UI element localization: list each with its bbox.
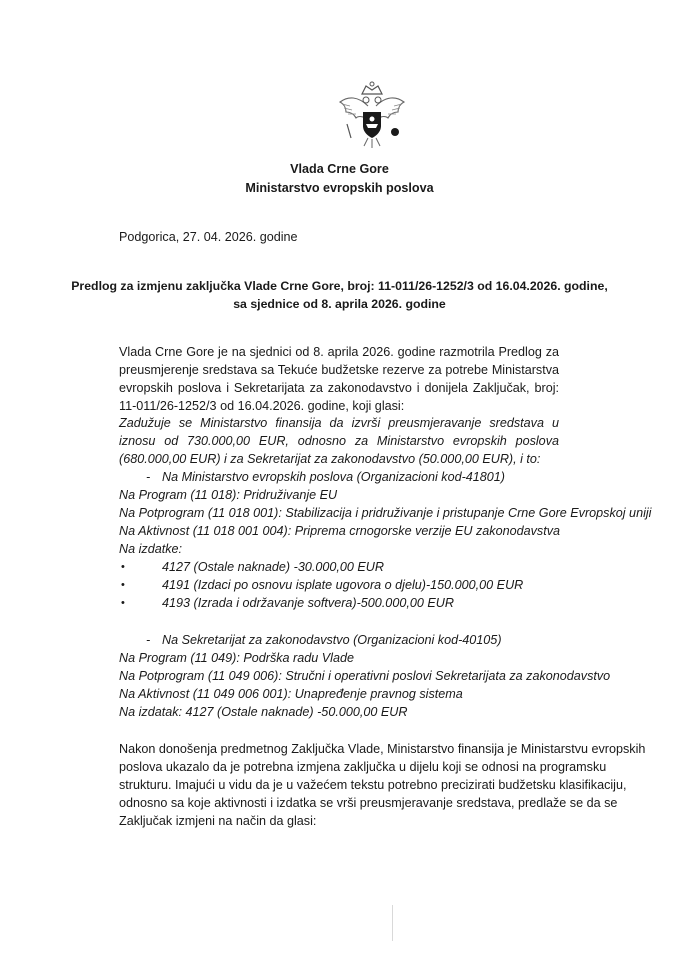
bullet-marker: • <box>121 597 125 609</box>
program-line: Na Program (11 049): Podrška radu Vlade <box>119 651 354 665</box>
activity-line: Na Aktivnost (11 018 001 004): Priprema crnogorske verzije EU zakonodavstva <box>119 524 560 538</box>
program-line: Na Program (11 018): Pridruživanje EU <box>119 488 338 502</box>
expense-item: 4127 (Ostale naknade) -30.000,00 EUR <box>162 560 384 574</box>
subprogram-line: Na Potprogram (11 018 001): Stabilizacija i pridruživanje i pristupanje Crne Gore Evropskoj uniji <box>119 506 652 520</box>
closing-line: strukturu. Imajući u vidu da je u važećem tekstu potrebno precizirati budžetsku klasifikaciju, <box>119 778 627 792</box>
ministry-name: Ministarstvo evropskih poslova <box>245 181 434 195</box>
government-name: Vlada Crne Gore <box>290 162 389 176</box>
closing-line: Nakon donošenja predmetnog Zaključka Vlade, Ministarstvo finansija je Ministarstvu evropskih <box>119 742 646 756</box>
expenses-label: Na izdatke: <box>119 542 182 556</box>
closing-line: odnosno sa koje aktivnosti i izdatka se vrši preusmjeravanje sredstava, predlaže se da se <box>119 796 618 810</box>
subprogram-line: Na Potprogram (11 049 006): Stručni i operativni poslovi Sekretarijata za zakonodavstvo <box>119 669 611 683</box>
bullet-marker: • <box>121 561 125 573</box>
expense-item: 4193 (Izrada i održavanje softvera)-500.000,00 EUR <box>162 596 454 610</box>
closing-line: poslova ukazalo da je potrebna izmjena zaključka u dijelu koji se odnosi na programsku <box>119 760 607 774</box>
conclusion-paragraph: Zadužuje se Ministarstvo finansija da izvrši preusmjeravanje sredstava u iznosu od 730.000,00 EUR, odnosno za Ministarstvo evropskih poslova (680.000,00 EUR) i za Sekretarijat za zakonodavstvo (50.000,00 EUR), i to: <box>119 416 559 466</box>
expense-line: Na izdatak: 4127 (Ostale naknade) -50.000,00 EUR <box>119 705 408 719</box>
date-line: Podgorica, 27. 04. 2026. godine <box>119 230 298 244</box>
dash-marker: - <box>146 470 151 484</box>
document-title-line-1: Predlog za izmjenu zaključka Vlade Crne Gore, broj: 11-011/26-1252/3 od 16.04.2026. godine, <box>71 279 608 293</box>
scan-fold-mark <box>392 905 393 941</box>
bullet-marker: • <box>121 579 125 591</box>
org-ministry: Na Ministarstvo evropskih poslova (Organizacioni kod-41801) <box>162 470 505 484</box>
expense-item: 4191 (Izdaci po osnovu isplate ugovora o djelu)-150.000,00 EUR <box>162 578 524 592</box>
activity-line: Na Aktivnost (11 049 006 001): Unapređenje pravnog sistema <box>119 687 463 701</box>
coat-of-arms-icon <box>332 78 412 154</box>
org-secretariat: Na Sekretarijat za zakonodavstvo (Organizacioni kod-40105) <box>162 633 502 647</box>
dash-marker: - <box>146 633 151 647</box>
document-title-line-2: sa sjednice od 8. aprila 2026. godine <box>233 297 446 311</box>
closing-line: Zaključak izmjeni na način da glasi: <box>119 814 317 828</box>
intro-paragraph: Vlada Crne Gore je na sjednici od 8. aprila 2026. godine razmotrila Predlog za preusmjerenje sredstava sa Tekuće budžetske rezerve za potrebe Ministarstva evropskih poslova i Sekretarijata za zakonodavstvo i donijela Zaključak, broj: 11-011/26-1252/3 od 16.04.2026. godine, koji glasi: <box>119 345 559 413</box>
